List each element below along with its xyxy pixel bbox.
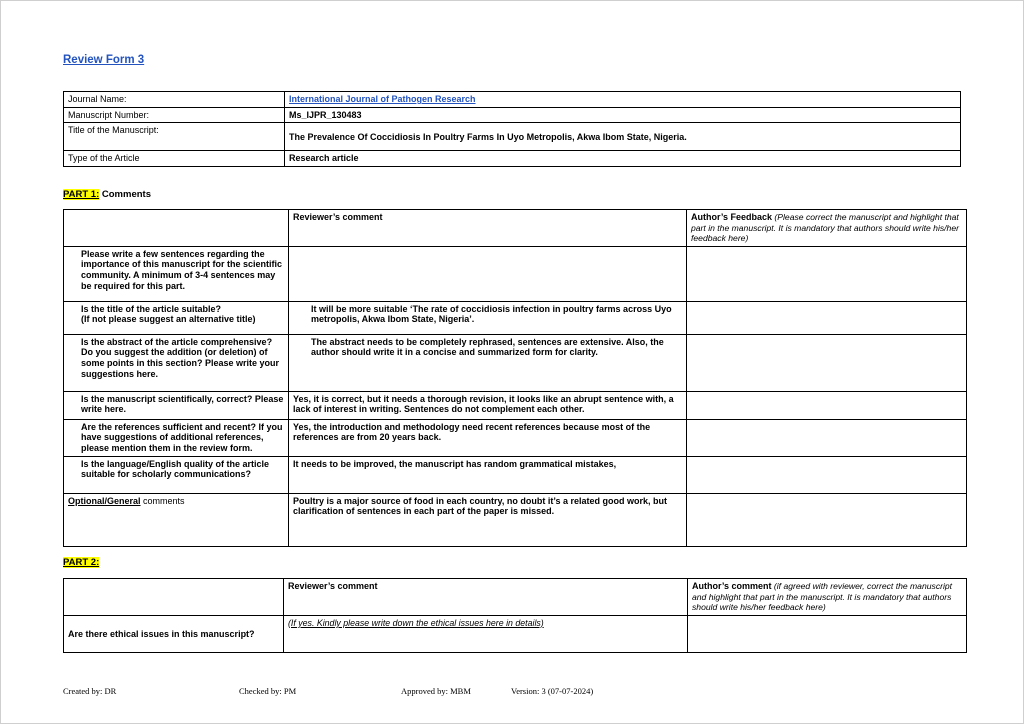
author-feedback-importance[interactable]: [687, 246, 967, 301]
question-references: Are the references sufficient and recent? If you have suggestions of additional references, please mention them in the review form.: [64, 419, 289, 456]
page-title: Review Form 3: [63, 54, 145, 66]
table-row: [64, 419, 967, 456]
table-row: [64, 151, 961, 167]
footer-checked-by: Checked by: PM: [239, 686, 297, 696]
part1-header-empty-cell: [64, 210, 289, 247]
question-line: Is the title of the article suitable?: [81, 303, 222, 314]
table-row: [64, 123, 961, 151]
author-feedback-note: (Please correct the manuscript and highlight that part in the manuscript. It is mandatory that authors should write his/her feedback here): [691, 212, 959, 244]
table-row: [64, 246, 967, 301]
manuscript-title-label: Title of the Manuscript:: [64, 123, 285, 151]
ethical-issues-note: (If yes. Kindly please write down the ethical issues here in details): [288, 617, 544, 628]
manuscript-number-label: Manuscript Number:: [64, 107, 285, 123]
question-title-suitable: [64, 301, 289, 334]
author-feedback-title: Author’s Feedback: [691, 212, 773, 222]
question-ethical-issues: Are there ethical issues in this manuscript?: [64, 615, 284, 652]
author-comment-ethical[interactable]: [688, 615, 967, 652]
author-comment-title: Author’s comment: [692, 581, 772, 591]
reviewer-comment-references[interactable]: Yes, the introduction and methodology need recent references because most of the references are from 20 years back.: [289, 419, 687, 456]
author-feedback-scientific[interactable]: [687, 391, 967, 419]
part2-table: [63, 578, 967, 653]
question-scientific: Is the manuscript scientifically, correct? Please write here.: [64, 391, 289, 419]
part2-reviewer-comment-header: Reviewer’s comment: [284, 579, 688, 616]
manuscript-number-value: Ms_IJPR_130483: [285, 107, 961, 123]
author-feedback-references[interactable]: [687, 419, 967, 456]
part1-comments-table: [63, 209, 967, 547]
part1-reviewer-comment-header: Reviewer’s comment: [289, 210, 687, 247]
table-row: [64, 107, 961, 123]
manuscript-title-value: The Prevalence Of Coccidiosis In Poultry Farms In Uyo Metropolis, Akwa Ibom State, Nigeria.: [285, 123, 961, 151]
reviewer-comment-ethical[interactable]: [284, 615, 688, 652]
footer-created-by: Created by: DR: [63, 686, 117, 696]
part1-heading: [63, 189, 151, 200]
manuscript-info-table: [63, 91, 961, 167]
author-feedback-abstract[interactable]: [687, 334, 967, 391]
part2-heading: [63, 557, 99, 568]
reviewer-comment-scientific[interactable]: Yes, it is correct, but it needs a thorough revision, it looks like an abrupt sentence with, a lack of interest in writing. Sentences do not complement each other.: [289, 391, 687, 419]
part2-header-empty-cell: [64, 579, 284, 616]
question-language: Is the language/English quality of the article suitable for scholarly communications?: [64, 456, 289, 493]
table-row: [64, 493, 967, 546]
part1-label: PART 1:: [63, 189, 100, 200]
table-row: [64, 92, 961, 108]
question-optional-general: [64, 493, 289, 546]
table-row: [64, 456, 967, 493]
question-importance: Please write a few sentences regarding the importance of this manuscript for the scientific community. A minimum of 3-4 sentences may be required for this part.: [64, 246, 289, 301]
reviewer-comment-optional[interactable]: Poultry is a major source of food in each country, no doubt it’s a related good work, but clarification of sentences in each part of the paper is missed.: [289, 493, 687, 546]
footer-version: Version: 3 (07-07-2024): [511, 686, 594, 696]
author-feedback-optional[interactable]: [687, 493, 967, 546]
footer-approved-by: Approved by: MBM: [401, 686, 471, 696]
question-abstract: Is the abstract of the article comprehensive? Do you suggest the addition (or deletion) of some points in this section? Please write your suggestions here.: [64, 334, 289, 391]
table-row: [64, 615, 967, 652]
table-row: [64, 391, 967, 419]
reviewer-comment-abstract[interactable]: The abstract needs to be completely rephrased, sentences are extensive. Also, the author should write it in a concise and summarized form for clarity.: [289, 334, 687, 391]
table-row: [64, 334, 967, 391]
part2-author-comment-header: [688, 579, 967, 616]
journal-name-cell: [285, 92, 961, 108]
reviewer-comment-language[interactable]: It needs to be improved, the manuscript has random grammatical mistakes,: [289, 456, 687, 493]
journal-name-label: Journal Name:: [64, 92, 285, 108]
author-feedback-language[interactable]: [687, 456, 967, 493]
article-type-value: Research article: [285, 151, 961, 167]
part1-label-suffix: Comments: [99, 189, 151, 200]
reviewer-comment-title[interactable]: It will be more suitable ‘The rate of coccidiosis infection in poultry farms across Uyo metropolis, Akwa Ibom State, Nigeria’.: [289, 301, 687, 334]
part2-label: PART 2:: [63, 557, 100, 568]
optional-general-label: Optional/General: [68, 495, 141, 506]
journal-name-link[interactable]: International Journal of Pathogen Research: [289, 94, 476, 104]
question-line: (If not please suggest an alternative title): [81, 314, 256, 325]
table-header-row: [64, 579, 967, 616]
reviewer-comment-importance[interactable]: [289, 246, 687, 301]
author-feedback-title-cell[interactable]: [687, 301, 967, 334]
table-row: [64, 301, 967, 334]
table-header-row: [64, 210, 967, 247]
article-type-label: Type of the Article: [64, 151, 285, 167]
part1-author-feedback-header: [687, 210, 967, 247]
author-comment-note: (if agreed with reviewer, correct the manuscript and highlight that part in the manuscript. It is mandatory that authors should write his/her feedback here): [692, 581, 953, 613]
optional-general-rest: comments: [140, 495, 185, 506]
